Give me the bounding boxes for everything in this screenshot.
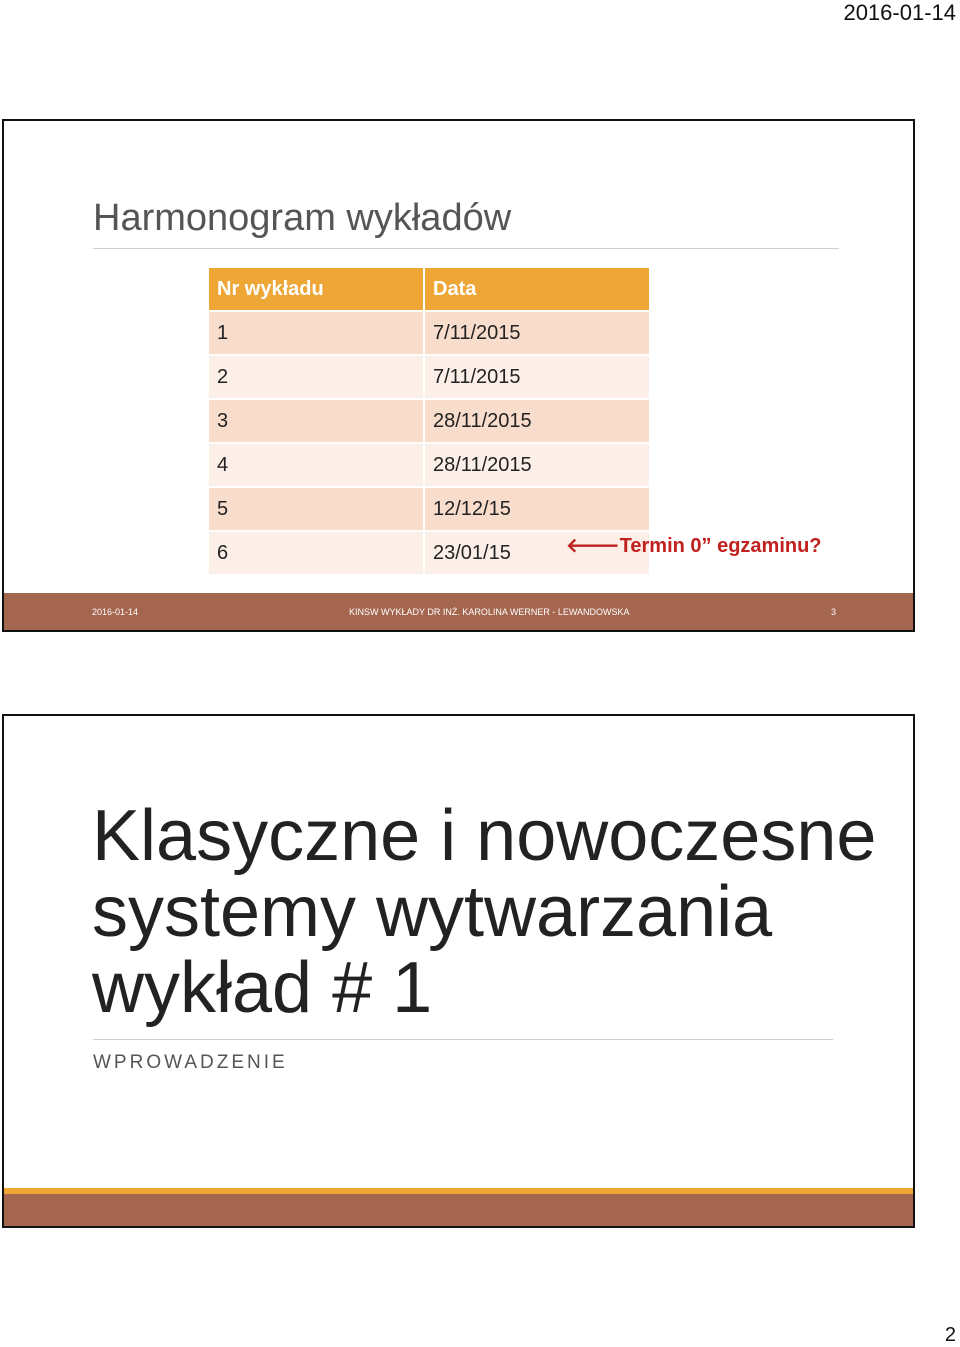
- lecture-number-cell: 4: [209, 443, 424, 487]
- slide-title: Harmonogram wykładów: [93, 197, 512, 239]
- lecture-schedule-table: [209, 268, 649, 576]
- footer-course-author: KINSW WYKŁADY DR INŻ. KAROLINA WERNER - LEWANDOWSKA: [349, 607, 630, 617]
- lecture-title-line: Klasyczne i nowoczesne: [92, 796, 877, 876]
- exam-note-text: Termin 0” egzaminu?: [619, 535, 822, 557]
- lecture-subtitle: WPROWADZENIE: [93, 1052, 288, 1073]
- slide-footer: [4, 593, 913, 630]
- lecture-number-cell: 5: [209, 487, 424, 531]
- lecture-title: [92, 798, 876, 1026]
- lecture-date-cell: 7/11/2015: [424, 355, 649, 399]
- title-divider: [93, 1039, 833, 1040]
- page-date: 2016-01-14: [843, 0, 956, 25]
- slide-footer-bar: [4, 1194, 913, 1226]
- column-header-lecture-number: Nr wykładu: [209, 268, 424, 311]
- table-row: [209, 311, 649, 355]
- slide-harmonogram: [2, 119, 915, 632]
- table-row: [209, 487, 649, 531]
- footer-slide-number: 3: [831, 607, 837, 617]
- lecture-date-cell: 28/11/2015: [424, 443, 649, 487]
- lecture-date-cell: 12/12/15: [424, 487, 649, 531]
- column-header-date: Data: [424, 268, 649, 311]
- footer-date: 2016-01-14: [92, 607, 139, 617]
- lecture-title-line: wykład # 1: [92, 948, 433, 1028]
- table-row: [209, 355, 649, 399]
- lecture-title-line: systemy wytwarzania: [92, 872, 773, 952]
- table-row: [209, 399, 649, 443]
- page-number: 2: [944, 1324, 956, 1346]
- lecture-date-cell: 28/11/2015: [424, 399, 649, 443]
- table-header-row: [209, 268, 649, 311]
- lecture-number-cell: 3: [209, 399, 424, 443]
- table-row: [209, 443, 649, 487]
- lecture-number-cell: 1: [209, 311, 424, 355]
- left-arrow-icon: 🡐: [566, 535, 620, 557]
- lecture-date-cell: 23/01/15: [424, 531, 649, 575]
- title-divider: [93, 248, 839, 249]
- lecture-number-cell: 6: [209, 531, 424, 575]
- lecture-number-cell: 2: [209, 355, 424, 399]
- exam-note: [566, 533, 822, 558]
- lecture-date-cell: 7/11/2015: [424, 311, 649, 355]
- slide-title-page: [2, 714, 915, 1228]
